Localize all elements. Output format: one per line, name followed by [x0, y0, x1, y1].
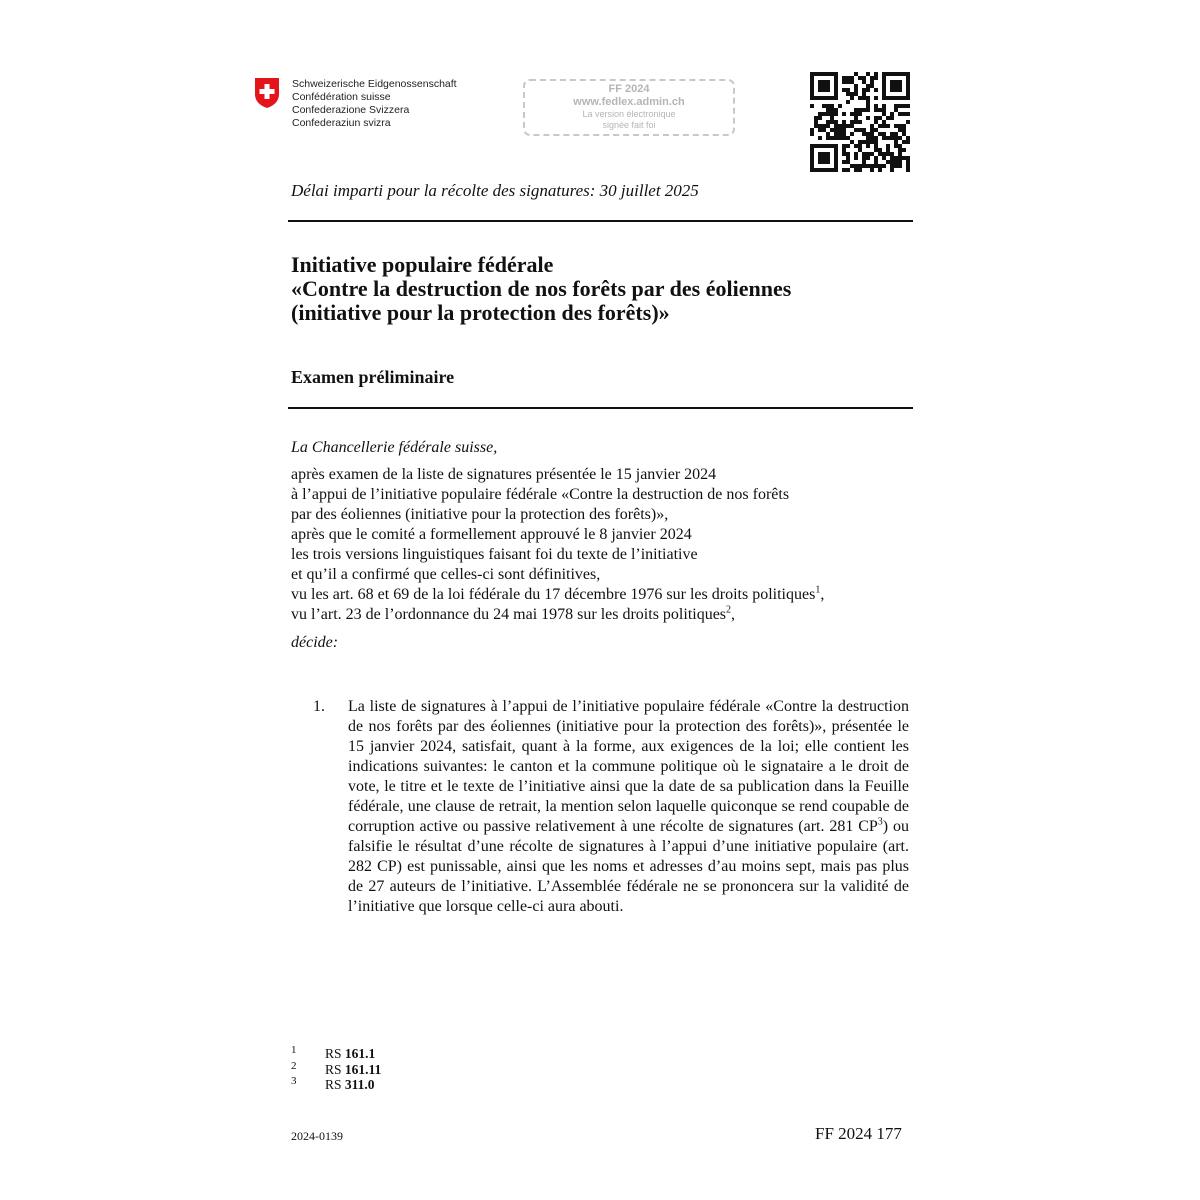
section-divider — [288, 407, 913, 409]
confederation-names — [292, 78, 457, 130]
footnote — [291, 1077, 381, 1093]
qr-code-icon — [810, 72, 910, 172]
swiss-cross-icon — [253, 77, 281, 109]
footnote-link[interactable]: 161.1 — [344, 1046, 376, 1061]
confederation-name-fr: Confédération suisse — [292, 91, 391, 103]
stamp-url: www.fedlex.admin.ch — [573, 96, 685, 108]
section-title: Examen préliminaire — [291, 367, 455, 387]
considerant-line — [291, 605, 824, 625]
page-title — [291, 253, 791, 325]
considerant-line — [291, 585, 824, 605]
stamp-note-1: La version électronique — [582, 109, 676, 119]
considerant-line: et qu’il a confirmé que celles-ci sont définitives, — [291, 566, 601, 583]
decide: décide: — [291, 634, 339, 651]
footnote — [291, 1059, 382, 1078]
authority: La Chancellerie fédérale suisse, — [291, 439, 498, 456]
considerant-line: par des éoliennes (initiative pour la protection des forêts)», — [291, 506, 669, 523]
confederation-name-rm: Confederaziun svizra — [292, 117, 391, 129]
considerant-text: vu les art. 68 et 69 de la loi fédérale du 17 décembre 1976 sur les droits politiques — [291, 586, 816, 603]
footnote-prefix: RS — [325, 1046, 342, 1061]
ff-reference: FF 2024 177 — [815, 1124, 902, 1143]
footnote-link[interactable]: 311.0 — [344, 1077, 375, 1092]
footnote-ref-1[interactable]: 1 — [815, 584, 821, 596]
considerant-line: après que le comité a formellement approuvé le 8 janvier 2024 — [291, 526, 692, 543]
document-id: 2024-0139 — [291, 1129, 343, 1143]
footnote-ref-2[interactable]: 2 — [726, 604, 732, 616]
stamp-note-2: signée fait foi — [602, 120, 656, 130]
item-text — [348, 697, 909, 917]
footnote-prefix: RS — [325, 1061, 342, 1077]
item-text-part: ) ou falsifie le résultat d’une récolte de signatures à l’appui d’une initiative populaire (art. 282 CP) est punissable, ainsi que les noms et adresses d’au moins sept, mais pas plus de 27 auteurs de l’initiative. L’Assemblée fédérale ne se prononcera sur la validité de l’initiative que lorsque celle-ci aura abouti. — [348, 818, 909, 915]
confederation-name-it: Confederazione Svizzera — [292, 104, 410, 116]
considerant-line: à l’appui de l’initiative populaire fédérale «Contre la destruction de nos forêts — [291, 486, 790, 503]
footnote-number: 1 — [291, 1044, 297, 1056]
footnote-ref-3[interactable]: 3 — [877, 816, 883, 828]
footnote-prefix: RS — [325, 1077, 342, 1092]
considerant-punct: , — [731, 606, 736, 623]
footnote — [291, 1046, 381, 1062]
confederation-name-de: Schweizerische Eidgenossenschaft — [292, 78, 457, 90]
footnotes — [291, 1046, 381, 1093]
considerant-line: les trois versions linguistiques faisant foi du texte de l’initiative — [291, 546, 698, 563]
considerant-punct: , — [820, 586, 825, 603]
electronic-signature-stamp — [523, 79, 735, 136]
item-text-part: La liste de signatures à l’appui de l’initiative populaire fédérale «Contre la destruction de nos forêts par des éoliennes (initiative pour la protection des forêts)», présentée le 15 janvier 2024, satisfait, quant à la forme, aux exigences de la loi; elle contient les indications suivantes: le canton et la commune politique où le signataire a le droit de vote, le titre et le texte de l’initiative ainsi que la date de sa publication dans la Feuille fédérale, une clause de retrait, la mention selon laquelle quiconque se rend coupable de corruption active ou passive relativement à une récolte de signatures (art. 281 CP — [348, 698, 909, 835]
considerant-line: après examen de la liste de signatures présentée le 15 janvier 2024 — [291, 466, 717, 483]
considerant-text: vu l’art. 23 de l’ordonnance du 24 mai 1978 sur les droits politiques — [291, 606, 727, 623]
footnote-number: 2 — [291, 1059, 297, 1072]
title-line-2: «Contre la destruction de nos forêts par des éoliennes — [291, 276, 792, 301]
title-line-3: (initiative pour la protection des forêts)» — [291, 300, 670, 325]
top-divider — [288, 220, 913, 222]
signature-deadline: Délai imparti pour la récolte des signatures: 30 juillet 2025 — [291, 181, 699, 200]
stamp-ff: FF 2024 — [608, 83, 650, 95]
footnote-link[interactable]: 161.11 — [344, 1061, 382, 1077]
item-number: 1. — [313, 698, 325, 715]
considerants — [291, 465, 824, 625]
title-line-1: Initiative populaire fédérale — [291, 252, 554, 277]
footnote-number: 3 — [291, 1075, 297, 1087]
